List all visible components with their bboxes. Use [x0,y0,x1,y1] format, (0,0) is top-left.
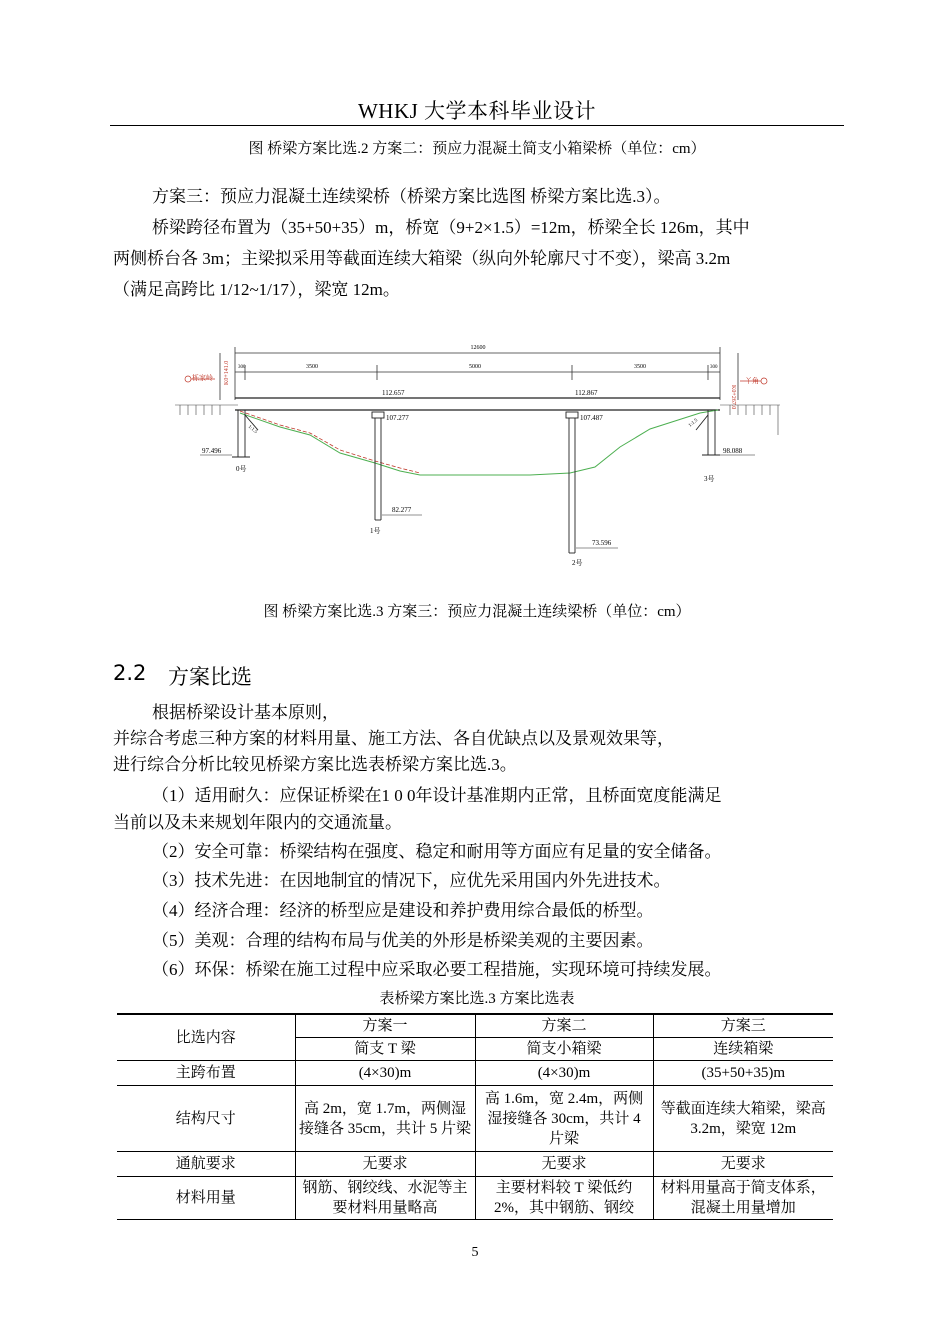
scheme3-title: 方案三：预应力混凝土连续梁桥（桥梁方案比选图 桥梁方案比选.3）。 [152,187,671,206]
row-label: 材料用量 [117,1177,295,1220]
place-right: 丫角 [745,377,759,385]
table-row [117,1086,833,1152]
elev-cap-left: 107.277 [386,414,409,422]
figure-caption-2: 图 桥梁方案比选.2 方案二：预应力混凝土简支小箱梁桥（单位：cm） [248,141,706,157]
dim-span-left: 3500 [306,364,318,370]
scheme-2-name: 方案二 [475,1014,653,1038]
scheme-1-type: 简支 T 梁 [295,1038,475,1061]
elev-abut3: 98.088 [723,447,743,455]
figure-caption-3: 图 桥梁方案比选.3 方案三：预应力混凝土连续梁桥（单位：cm） [263,604,691,620]
slope-left: 1:1.5 [246,424,258,436]
table-row [117,1061,833,1086]
table-cell: (4×30)m [475,1061,653,1086]
principle-2: （2）安全可靠：桥梁结构在强度、稳定和耐用等方面应有足量的安全储备。 [152,842,722,861]
row-label: 主跨布置 [117,1061,295,1086]
table-cell: 高 1.6m，宽 2.4m，两侧湿接缝各 30cm，共计 4 片梁 [475,1086,653,1152]
dim-abut-left: 300 [238,365,246,370]
table-cell: 无要求 [653,1152,833,1177]
principle-4: （4）经济合理：经济的桥型应是建设和养护费用综合最低的桥型。 [152,901,654,920]
scheme-2-type: 简支小箱梁 [475,1038,653,1061]
table-cell: 等截面连续大箱梁，梁高 3.2m，梁宽 12m [653,1086,833,1152]
table-header-label: 比选内容 [117,1014,295,1061]
section-number: 2.2 [113,661,147,685]
principle-6: （6）环保：桥梁在施工过程中应采取必要工程措施，实现环境可持续发展。 [152,960,722,979]
table-cell: 材料用量高于简支体系，混凝土用量增加 [653,1177,833,1220]
scheme-3-name: 方案三 [653,1014,833,1038]
principle-5: （5）美观：合理的结构布局与优美的外形是桥梁美观的主要因素。 [152,931,654,950]
scheme3-desc-line3: （满足高跨比 1/12~1/17），梁宽 12m。 [113,280,400,299]
pier2-label: 2号 [572,559,583,567]
bridge-elevation-drawing [160,335,790,570]
table-cell: (35+50+35)m [653,1061,833,1086]
scheme3-desc-line1: 桥梁跨径布置为（35+50+35）m，桥宽（9+2×1.5）=12m，桥梁全长 126m，其中 [152,218,750,237]
elev-abut0: 97.496 [202,447,222,455]
place-left: 栎家岭 [192,374,213,382]
section-title: 方案比选 [168,665,252,689]
page-number: 5 [471,1245,479,1260]
table-cell: 主要材料较 T 梁低约 2%，其中钢筋、钢绞 [475,1177,653,1220]
slope-right: 1:1.5 [688,418,700,429]
pier3-label: 3号 [704,475,715,483]
intro-line3: 进行综合分析比较见桥梁方案比选表桥梁方案比选.3。 [113,755,517,774]
table-row [117,1177,833,1220]
principle-3: （3）技术先进：在因地制宜的情况下，应优先采用国内外先进技术。 [152,871,671,890]
elev-cap-right: 107.487 [580,414,603,422]
elev-deck-left: 112.657 [382,389,405,397]
table-cell: 钢筋、钢绞线、水泥等主要材料用量略高 [295,1177,475,1220]
scheme-3-type: 连续箱梁 [653,1038,833,1061]
table-caption: 表桥梁方案比选.3 方案比选表 [379,991,575,1007]
station-right: K0+267.0 [730,385,736,410]
elev-pile1: 82.277 [392,506,412,514]
table-cell: 无要求 [295,1152,475,1177]
dim-span-mid: 5000 [469,364,481,370]
principle-1-line2: 当前以及未来规划年限内的交通流量。 [113,813,402,832]
page-header-title: WHKJ 大学本科毕业设计 [357,99,597,123]
pier0-label: 0号 [236,465,247,473]
table-row [117,1014,833,1038]
intro-line2: 并综合考虑三种方案的材料用量、施工方法、各自优缺点以及景观效果等， [113,729,674,748]
intro-line1: 根据桥梁设计基本原则， [152,703,339,722]
row-label: 通航要求 [117,1152,295,1177]
row-label: 结构尺寸 [117,1086,295,1152]
header-rule [110,125,844,126]
comparison-table [117,1013,833,1220]
dim-total: 12600 [470,345,486,351]
dim-abut-right: 300 [710,365,718,370]
table-row [117,1152,833,1177]
scheme3-desc-line2: 两侧桥台各 3m；主梁拟采用等截面连续大箱梁（纵向外轮廓尺寸不变），梁高 3.2m [113,249,731,268]
elev-pile2: 73.596 [592,539,612,547]
pier1-label: 1号 [370,527,381,535]
principle-1-line1: （1）适用耐久：应保证桥梁在1 0 0年设计基准期内正常，且桥面宽度能满足 [152,786,722,805]
table-cell: (4×30)m [295,1061,475,1086]
station-left: K0+141.0 [224,360,230,385]
table-cell: 高 2m，宽 1.7m，两侧湿接缝各 35cm，共计 5 片梁 [295,1086,475,1152]
table-cell: 无要求 [475,1152,653,1177]
elev-deck-right: 112.867 [575,389,598,397]
scheme-1-name: 方案一 [295,1014,475,1038]
dim-span-right: 3500 [634,364,646,370]
